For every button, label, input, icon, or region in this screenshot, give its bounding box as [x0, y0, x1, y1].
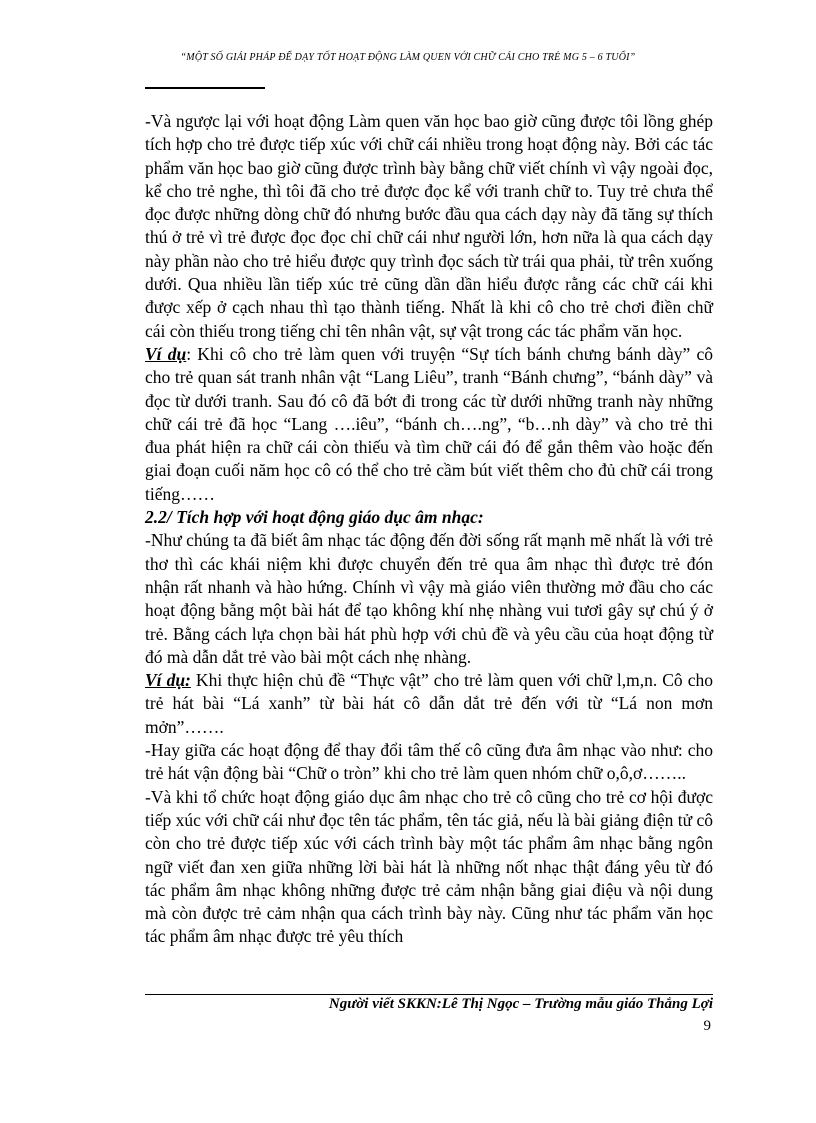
section-heading: 2.2/ Tích hợp với hoạt động giáo dục âm nhạc: — [145, 507, 484, 528]
paragraph-music-education: -Và khi tổ chức hoạt động giáo dục âm nhạc cho trẻ cô cũng cho trẻ cơ hội được tiếp xúc với chữ cái như đọc tên tác phẩm, tên tác giả, nếu là bài giảng điện tử cô còn cho trẻ được tiếp xúc với cách trình bày một tác phẩm âm nhạc bằng ngôn ngữ viết đan xen giữa những lời bài hát là những nốt nhạc thật đáng yêu từ đó tác phẩm âm nhạc không những được trẻ cảm nhận bằng giai điệu và nội dung mà còn được trẻ cảm nhận qua cách trình bày này. Cũng như tác phẩm văn học tác phẩm âm nhạc được trẻ yêu thích — [145, 786, 713, 947]
paragraph-literature: -Và ngược lại với hoạt động Làm quen văn học bao giờ cũng được tôi lồng ghép tích hợp cho trẻ được tiếp xúc với chữ cái nhiều trong hoạt động này. Bởi các tác phẩm văn học bao giờ cũng được trình bày bằng chữ viết chính vì vậy ngoài đọc, kể cho trẻ nghe, thì tôi đã cho trẻ được đọc kể với tranh chữ to. Tuy trẻ chưa thể đọc được những dòng chữ đó nhưng bước đầu qua cách dạy này đã tăng sự thích thú ở trẻ vì trẻ được đọc đọc chỉ chữ cái như người lớn, hơn nữa là qua cách dạy này phần nào cho trẻ hiểu được quy trình đọc sách từ trái qua phải, từ trên xuống dưới. Qua nhiều lần tiếp xúc trẻ cũng dần dần hiểu được rằng các chữ cái khi được xếp ở cạch nhau thì tạo thành tiếng. Nhất là khi cô cho trẻ chơi điền chữ cái còn thiếu trong tiếng chỉ tên nhân vật, sự vật trong các tác phẩm văn học. — [145, 111, 713, 341]
paragraph-music: -Như chúng ta đã biết âm nhạc tác động đến đời sống rất mạnh mẽ nhất là với trẻ thơ thì các khái niệm khi được chuyển đến trẻ qua âm nhạc thì được trẻ đón nhận rất nhanh và hào hứng. Chính vì vậy mà giáo viên thường mở đầu cho các hoạt động bằng một bài hát để tạo không khí nhẹ nhàng vui tươi gây sự chú ý ở trẻ. Bằng cách lựa chọn bài hát phù hợp với chủ đề và yêu cầu của hoạt động từ đó mà dẫn dắt trẻ vào bài một cách nhẹ nhàng. — [145, 530, 713, 667]
paragraph-example-1 — [145, 343, 713, 506]
paragraph-example-2 — [145, 669, 713, 739]
example-text: : Khi cô cho trẻ làm quen với truyện “Sự tích bánh chưng bánh dày” cô cho trẻ quan sát tranh nhân vật “Lang Liêu”, tranh “Bánh chưng”, “bánh dày” và đọc từ dưới tranh. Sau đó cô đã bớt đi trong các từ dưới những tranh này những chữ cái trẻ đã học “Lang ….iêu”, “bánh ch….ng”, “b…nh dày” và cho trẻ thi đua phát hiện ra chữ cái còn thiếu và tìm chữ cái đó để gắn thêm vào hoặc đến giai đoạn cuối năm học cô có thể cho trẻ cầm bút viết thêm cho đủ chữ cái trong tiếng…… — [145, 343, 713, 504]
footer-divider — [145, 994, 713, 995]
page-number: 9 — [703, 1018, 711, 1034]
body-text — [145, 110, 713, 949]
header-divider — [145, 87, 265, 89]
page-header: “MỘT SỐ GIẢI PHÁP ĐỂ DẠY TỐT HOẠT ĐỘNG LÀM QUEN VỚI CHỮ CÁI CHO TRẺ MG 5 – 6 TUỔI” — [180, 52, 636, 63]
example-label: Ví dụ: — [145, 670, 191, 691]
paragraph-music-activity: -Hay giữa các hoạt động để thay đổi tâm thế cô cũng đưa âm nhạc vào như: cho trẻ hát vận động bài “Chữ o tròn” khi cho trẻ làm quen nhóm chữ o,ô,ơ…….. — [145, 740, 713, 784]
example-text: Khi thực hiện chủ đề “Thực vật” cho trẻ làm quen với chữ l,m,n. Cô cho trẻ hát bài “Lá xanh” từ bài hát cô dẫn dắt trẻ đến với từ “Lá non mơn mởn”……. — [145, 670, 713, 737]
example-label: Ví dụ — [145, 343, 187, 364]
page-footer: Người viết SKKN:Lê Thị Ngọc – Trường mẫu giáo Thắng Lợi — [328, 996, 713, 1012]
